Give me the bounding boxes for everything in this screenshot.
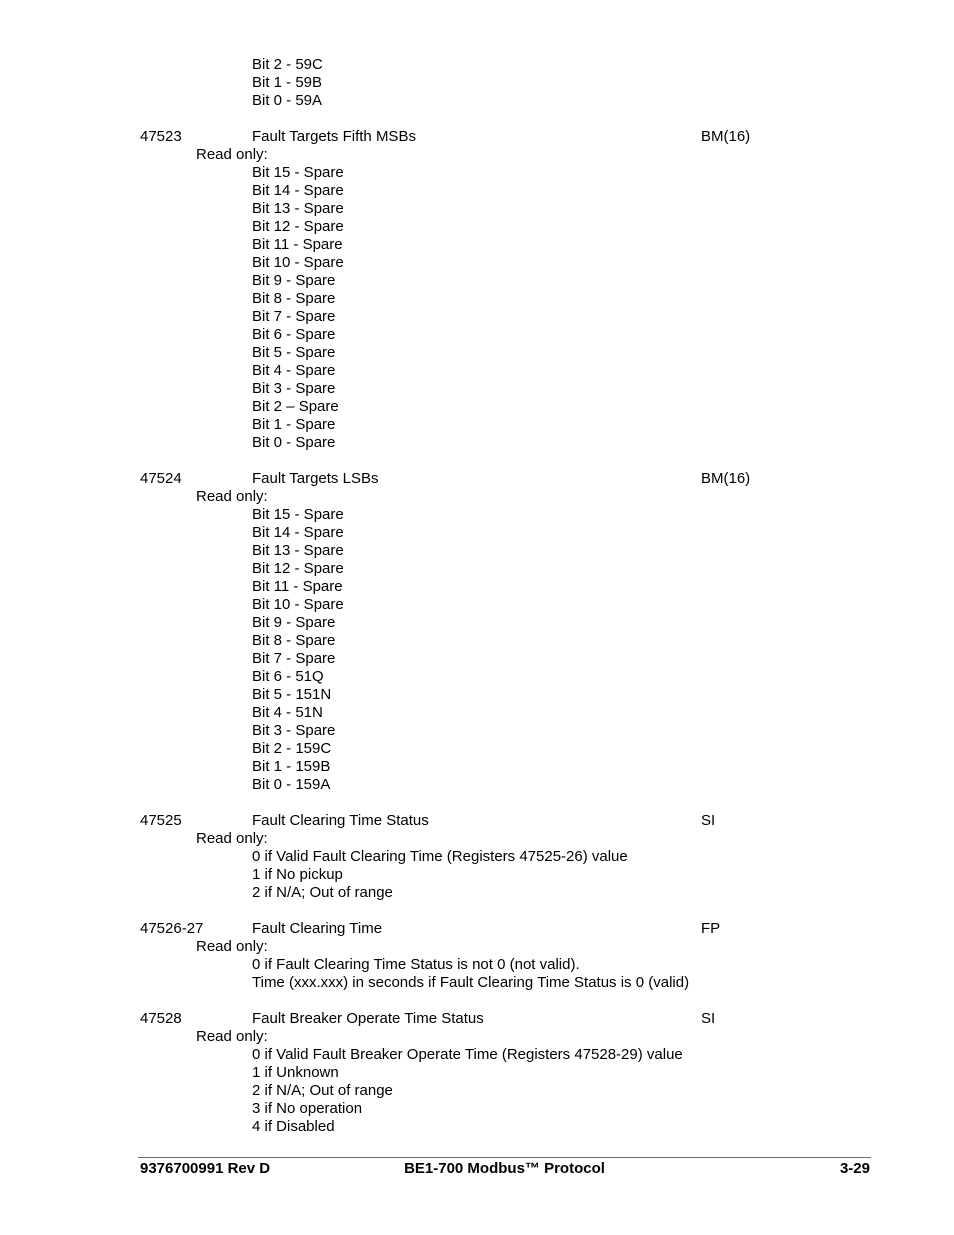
value-description-row xyxy=(0,380,954,398)
value-description: Bit 14 - Spare xyxy=(252,182,344,199)
register-header xyxy=(0,812,954,830)
register-address: 47526-27 xyxy=(140,920,204,937)
value-description: Bit 1 - 159B xyxy=(252,758,331,775)
access-label: Read only: xyxy=(196,1028,268,1045)
footer-rule xyxy=(138,1157,871,1158)
access-label: Read only: xyxy=(196,938,268,955)
value-description: Bit 9 - Spare xyxy=(252,272,336,289)
register-type: BM(16) xyxy=(701,470,751,487)
value-description: Bit 7 - Spare xyxy=(252,650,336,667)
value-description: 1 if No pickup xyxy=(252,866,343,883)
value-description-row xyxy=(0,704,954,722)
register-address: 47525 xyxy=(140,812,182,829)
register-header xyxy=(0,470,954,488)
value-description: Bit 6 - 51Q xyxy=(252,668,324,685)
access-label: Read only: xyxy=(196,488,268,505)
value-description: Bit 2 - 159C xyxy=(252,740,332,757)
value-description-row xyxy=(0,326,954,344)
value-description: 3 if No operation xyxy=(252,1100,363,1117)
value-description: Bit 8 - Spare xyxy=(252,632,336,649)
value-description-row xyxy=(0,686,954,704)
access-label-row xyxy=(0,938,954,956)
value-description: Bit 15 - Spare xyxy=(252,164,344,181)
footer-title: BE1-700 Modbus™ Protocol xyxy=(404,1160,605,1177)
register-address: 47528 xyxy=(140,1010,182,1027)
value-description-row xyxy=(0,758,954,776)
value-description-row xyxy=(0,182,954,200)
value-description: Bit 12 - Spare xyxy=(252,560,344,577)
value-description: Bit 0 - Spare xyxy=(252,434,336,451)
bit-description-row xyxy=(0,92,954,110)
value-description-row xyxy=(0,308,954,326)
value-description-row xyxy=(0,1046,954,1064)
value-description: 2 if N/A; Out of range xyxy=(252,884,393,901)
value-description-row xyxy=(0,416,954,434)
access-label-row xyxy=(0,830,954,848)
value-description: Bit 3 - Spare xyxy=(252,380,336,397)
value-description-row xyxy=(0,614,954,632)
value-description: 0 if Fault Clearing Time Status is not 0 (not valid). xyxy=(252,956,580,973)
value-description-row xyxy=(0,524,954,542)
value-description: 2 if N/A; Out of range xyxy=(252,1082,393,1099)
access-label: Read only: xyxy=(196,830,268,847)
value-description-row xyxy=(0,164,954,182)
value-description-row xyxy=(0,290,954,308)
value-description-row xyxy=(0,956,954,974)
value-description-row xyxy=(0,632,954,650)
footer-page-number: 3-29 xyxy=(839,1160,870,1177)
register-name: Fault Targets Fifth MSBs xyxy=(252,128,416,145)
value-description: 4 if Disabled xyxy=(252,1118,335,1135)
bit-description: Bit 2 - 59C xyxy=(252,56,323,73)
value-description-row xyxy=(0,506,954,524)
bit-description-row xyxy=(0,74,954,92)
register-header xyxy=(0,1010,954,1028)
value-description-row xyxy=(0,776,954,794)
value-description: Bit 2 – Spare xyxy=(252,398,339,415)
value-description: Bit 11 - Spare xyxy=(252,236,343,253)
value-description: Bit 1 - Spare xyxy=(252,416,336,433)
value-description: Bit 13 - Spare xyxy=(252,542,344,559)
access-label-row xyxy=(0,488,954,506)
bit-description: Bit 0 - 59A xyxy=(252,92,323,109)
value-description: Bit 10 - Spare xyxy=(252,254,344,271)
bit-description: Bit 1 - 59B xyxy=(252,74,323,91)
bit-description-row xyxy=(0,56,954,74)
value-description-row xyxy=(0,218,954,236)
value-description: Bit 4 - Spare xyxy=(252,362,336,379)
value-description-row xyxy=(0,848,954,866)
value-description-row xyxy=(0,362,954,380)
page-footer xyxy=(138,1159,871,1179)
value-description: Bit 5 - 151N xyxy=(252,686,332,703)
register-name: Fault Clearing Time xyxy=(252,920,383,937)
value-description-row xyxy=(0,398,954,416)
register-header xyxy=(0,128,954,146)
value-description-row xyxy=(0,434,954,452)
register-name: Fault Breaker Operate Time Status xyxy=(252,1010,484,1027)
value-description-row xyxy=(0,560,954,578)
value-description: Bit 11 - Spare xyxy=(252,578,343,595)
footer-doc-number: 9376700991 Rev D xyxy=(140,1160,271,1177)
register-name: Fault Clearing Time Status xyxy=(252,812,429,829)
value-description-row xyxy=(0,1082,954,1100)
value-description: 0 if Valid Fault Breaker Operate Time (Registers 47528-29) value xyxy=(252,1046,683,1063)
value-description: 0 if Valid Fault Clearing Time (Registers 47525-26) value xyxy=(252,848,628,865)
register-type: SI xyxy=(701,812,716,829)
value-description-row xyxy=(0,974,954,992)
register-type: SI xyxy=(701,1010,716,1027)
value-description-row xyxy=(0,542,954,560)
value-description: 1 if Unknown xyxy=(252,1064,339,1081)
value-description: Bit 9 - Spare xyxy=(252,614,336,631)
value-description: Bit 4 - 51N xyxy=(252,704,323,721)
value-description: Bit 8 - Spare xyxy=(252,290,336,307)
value-description: Bit 13 - Spare xyxy=(252,200,344,217)
register-type: FP xyxy=(701,920,721,937)
value-description-row xyxy=(0,236,954,254)
register-address: 47523 xyxy=(140,128,182,145)
value-description-row xyxy=(0,1100,954,1118)
value-description-row xyxy=(0,740,954,758)
register-header xyxy=(0,920,954,938)
value-description: Bit 6 - Spare xyxy=(252,326,336,343)
value-description: Bit 5 - Spare xyxy=(252,344,336,361)
value-description: Bit 0 - 159A xyxy=(252,776,331,793)
access-label-row xyxy=(0,1028,954,1046)
value-description-row xyxy=(0,272,954,290)
value-description: Bit 7 - Spare xyxy=(252,308,336,325)
value-description-row xyxy=(0,866,954,884)
value-description-row xyxy=(0,344,954,362)
value-description-row xyxy=(0,722,954,740)
register-name: Fault Targets LSBs xyxy=(252,470,379,487)
value-description: Bit 12 - Spare xyxy=(252,218,344,235)
value-description: Bit 15 - Spare xyxy=(252,506,344,523)
value-description: Bit 10 - Spare xyxy=(252,596,344,613)
value-description: Bit 14 - Spare xyxy=(252,524,344,541)
value-description-row xyxy=(0,578,954,596)
value-description-row xyxy=(0,596,954,614)
value-description-row xyxy=(0,254,954,272)
value-description-row xyxy=(0,200,954,218)
value-description-row xyxy=(0,650,954,668)
value-description-row xyxy=(0,668,954,686)
value-description-row xyxy=(0,1118,954,1136)
value-description-row xyxy=(0,884,954,902)
register-type: BM(16) xyxy=(701,128,751,145)
access-label: Read only: xyxy=(196,146,268,163)
access-label-row xyxy=(0,146,954,164)
value-description: Bit 3 - Spare xyxy=(252,722,336,739)
value-description: Time (xxx.xxx) in seconds if Fault Clearing Time Status is 0 (valid) xyxy=(252,974,690,991)
register-address: 47524 xyxy=(140,470,182,487)
value-description-row xyxy=(0,1064,954,1082)
